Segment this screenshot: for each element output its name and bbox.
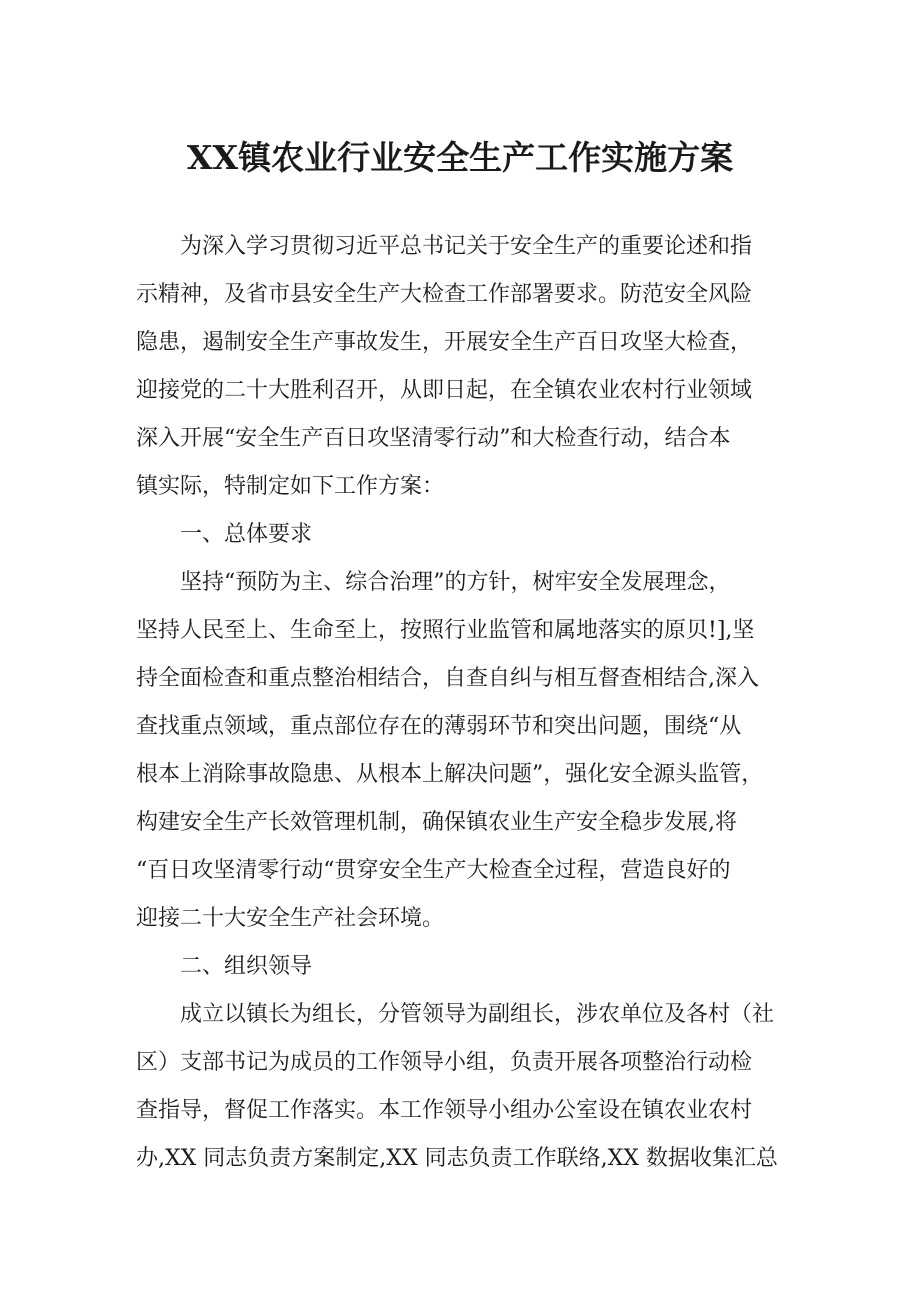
- text-line: 成立以镇长为组长，分管领导为副组长，涉农单位及各村（社: [180, 1002, 775, 1027]
- text-line: 办,XX 同志负责方案制定,XX 同志负责工作联络,XX 数据收集汇总: [136, 1146, 778, 1171]
- document-body: [136, 223, 796, 1183]
- document-title: XX镇农业行业安全生产工作实施方案: [186, 138, 734, 177]
- text-line: 查指导，督促工作落实。本工作领导小组办公室设在镇农业农村: [136, 1098, 753, 1123]
- text-line: 持全面检查和重点整治相结合，自查自纠与相互督查相结合,深入: [136, 666, 759, 691]
- text-line: 镇实际，特制定如下工作方案：: [136, 474, 445, 499]
- section-heading: 二、组织领导: [180, 954, 313, 979]
- section-heading: 一、总体要求: [180, 522, 313, 547]
- text-line: 坚持人民至上、生命至上，按照行业监管和属地落实的原贝!],坚: [136, 618, 755, 643]
- text-line: 查找重点领域，重点部位存在的薄弱环节和突出问题，围绕“从: [136, 714, 742, 739]
- text-line: 迎接二十大安全生产社会环境。: [136, 906, 445, 931]
- section1-paragraph: [136, 559, 796, 943]
- text-line: 深入开展“安全生产百日攻坚清零行动”和大检查行动，结合本: [136, 426, 731, 451]
- section2-paragraph: [136, 991, 796, 1183]
- text-line: 隐患，遏制安全生产事故发生，开展安全生产百日攻坚大检查，: [136, 330, 753, 355]
- text-line: 根本上消除事故隐患、从根本上解决问题”，强化安全源头监管，: [136, 762, 764, 787]
- text-line: 区）支部书记为成员的工作领导小组，负责开展各项整治行动检: [136, 1050, 753, 1075]
- text-line: 构建安全生产长效管理机制，确保镇农业生产安全稳步发展,将: [136, 810, 737, 835]
- intro-paragraph: [136, 223, 796, 511]
- text-line: 坚持“预防为主、综合治理”的方针，树牢安全发展理念，: [180, 570, 731, 595]
- text-line: 示精神，及省市县安全生产大检查工作部署要求。防范安全风险: [136, 282, 753, 307]
- text-line: 为深入学习贯彻习近平总书记关于安全生产的重要论述和指: [180, 234, 753, 259]
- text-line: 迎接党的二十大胜利召开，从即日起，在全镇农业农村行业领域: [136, 378, 753, 403]
- text-line: “百日攻坚清零行动“贯穿安全生产大检查全过程，营造良好的: [136, 858, 731, 883]
